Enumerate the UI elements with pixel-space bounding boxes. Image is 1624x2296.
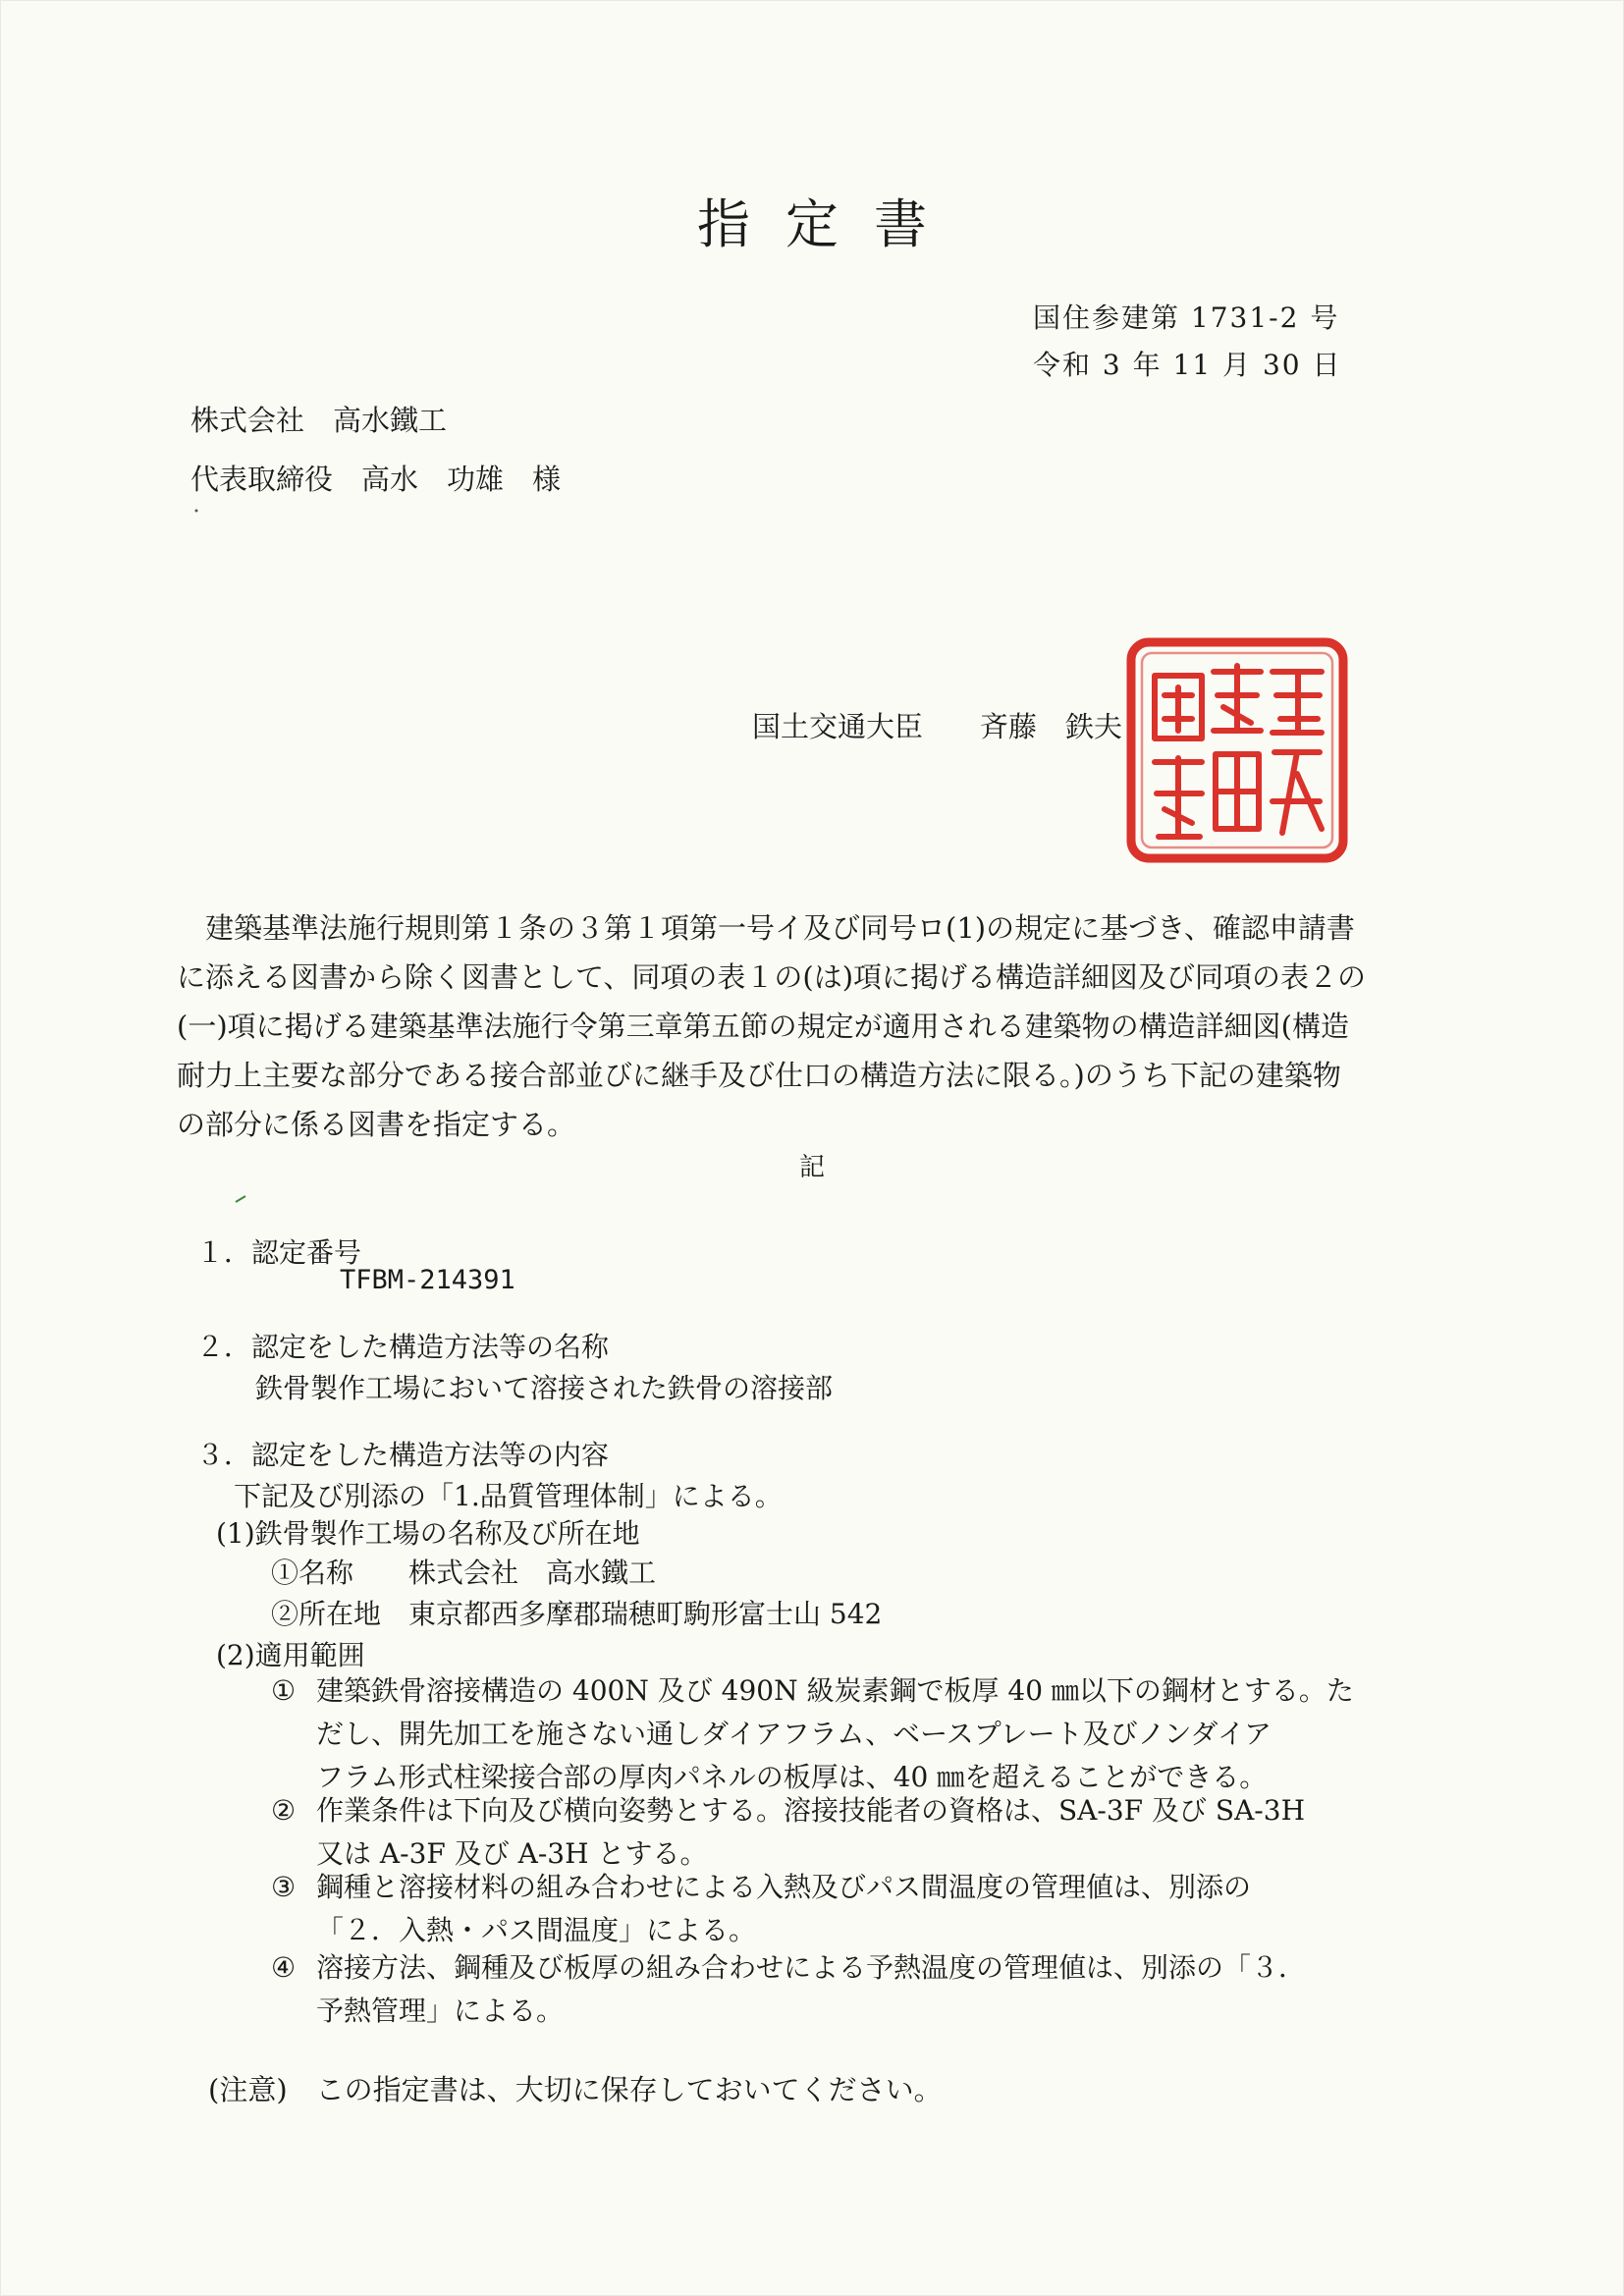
item-line: 溶接方法、鋼種及び板厚の組み合わせによる予熱温度の管理値は、別添の「３．	[316, 1951, 1307, 1984]
scope-item	[271, 1789, 1406, 1876]
section-3-intro: 下記及び別添の「1.品質管理体制」による。	[234, 1480, 783, 1512]
document-date: 令和 3 年 11 月 30 日	[1033, 349, 1342, 381]
item-line: だし、開先加工を施さない通しダイアフラム、ベースプレート及びノンダイア	[316, 1718, 1272, 1750]
item-line: フラム形式柱梁接合部の厚肉パネルの板厚は、40 ㎜を超えることができる。	[316, 1761, 1268, 1793]
scope-item	[271, 1946, 1406, 2033]
item-number: ③	[271, 1871, 297, 1903]
item-line: 「２．入熱・パス間温度」による。	[316, 1914, 757, 1946]
body-line: (一)項に掲げる建築基準法施行令第三章第五節の規定が適用される建築物の構造詳細図(構造	[177, 1010, 1349, 1043]
body-line: の部分に係る図書を指定する。	[177, 1108, 576, 1141]
notice-text: (注意) この指定書は、大切に保存しておいてください。	[208, 2073, 943, 2106]
factory-address: ②所在地 東京都西多摩郡瑞穂町駒形富士山 542	[271, 1598, 883, 1630]
scan-mark	[234, 1192, 249, 1204]
subsection-1-heading: (1)鉄骨製作工場の名称及び所在地	[216, 1517, 640, 1550]
document-header	[1033, 295, 1341, 389]
section-1-heading: １．認定番号	[196, 1236, 362, 1269]
section-3-heading: ３．認定をした構造方法等の内容	[196, 1439, 610, 1471]
body-line: 耐力上主要な部分である接合部並びに継手及び仕口の構造方法に限る。)のうち下記の建築物	[177, 1059, 1341, 1092]
subsection-2-heading: (2)適用範囲	[216, 1639, 365, 1671]
certification-number: TFBM-214391	[340, 1265, 515, 1295]
recipient-representative: 代表取締役 高水 功雄 様	[190, 463, 562, 496]
sender-name: 国土交通大臣 斉藤 鉄夫	[752, 710, 1123, 743]
item-number: ②	[271, 1794, 297, 1827]
item-line: 建築鉄骨溶接構造の 400N 及び 490N 級炭素鋼で板厚 40 ㎜以下の鋼材とする。た	[316, 1674, 1354, 1707]
document-number: 国住参建第 1731-2 号	[1033, 301, 1340, 334]
recipient-block	[190, 391, 561, 509]
construction-method-name: 鉄骨製作工場において溶接された鉄骨の溶接部	[255, 1372, 834, 1404]
recipient-company: 株式会社 高水鐵工	[190, 404, 448, 437]
scan-dot	[192, 507, 200, 515]
item-number: ④	[271, 1951, 297, 1984]
section-2-heading: ２．認定をした構造方法等の名称	[196, 1331, 610, 1363]
official-seal	[1125, 636, 1349, 864]
page-title: 指定書	[697, 193, 962, 255]
item-line: 作業条件は下向及び横向姿勢とする。溶接技能者の資格は、SA-3F 及び SA-3H	[316, 1794, 1306, 1827]
item-line: 又は A-3F 及び A-3H とする。	[316, 1837, 708, 1870]
factory-name: ①名称 株式会社 高水鐵工	[271, 1557, 657, 1589]
item-line: 予熱管理」による。	[316, 1995, 565, 2027]
scope-item	[271, 1669, 1406, 1799]
body-line: に添える図書から除く図書として、同項の表１の(は)項に掲げる構造詳細図及び同項の表２の	[177, 960, 1367, 994]
item-number: ①	[271, 1674, 297, 1707]
item-line: 鋼種と溶接材料の組み合わせによる入熱及びパス間温度の管理値は、別添の	[316, 1871, 1252, 1903]
scope-item	[271, 1866, 1406, 1952]
body-line: 建築基準法施行規則第１条の３第１項第一号イ及び同号ロ(1)の規定に基づき、確認申請書	[177, 911, 1355, 945]
body-paragraph	[177, 903, 1443, 1149]
ki-heading: 記	[798, 1153, 825, 1182]
